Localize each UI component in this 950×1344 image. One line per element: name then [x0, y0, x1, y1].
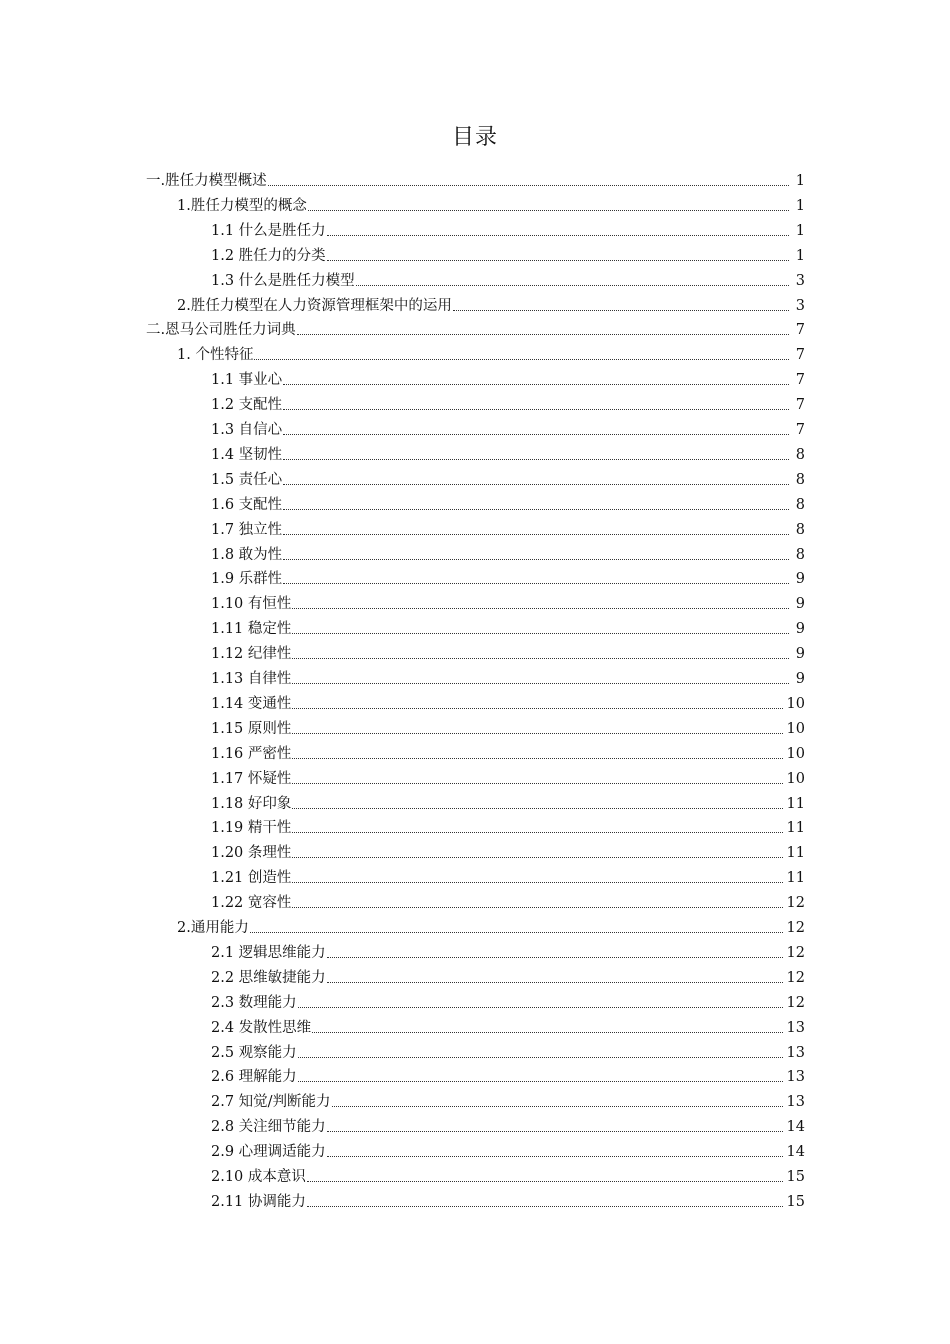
toc-entry[interactable]	[211, 1038, 805, 1062]
toc-entry-page-number: 8	[795, 447, 805, 463]
dot-leader	[356, 285, 789, 286]
toc-entry[interactable]	[211, 739, 805, 763]
dot-leader	[292, 783, 782, 784]
toc-entry[interactable]	[211, 465, 805, 489]
dot-leader	[292, 633, 789, 634]
toc-entry-page-number: 3	[795, 273, 805, 289]
toc-entry[interactable]	[211, 863, 805, 887]
toc-entry-title: 1.20 条理性	[211, 845, 292, 861]
toc-entry[interactable]	[177, 340, 805, 364]
dot-leader	[254, 359, 789, 360]
toc-entry-page-number: 10	[786, 771, 805, 787]
toc-entry-page-number: 14	[786, 1144, 805, 1160]
toc-entry[interactable]	[146, 315, 805, 339]
toc-entry[interactable]	[211, 1112, 805, 1136]
toc-entry[interactable]	[211, 515, 805, 539]
dot-leader	[292, 683, 789, 684]
toc-entry-page-number: 7	[795, 322, 805, 338]
dot-leader	[292, 658, 789, 659]
toc-entry[interactable]	[211, 1087, 805, 1111]
toc-entry[interactable]	[211, 963, 805, 987]
toc-entry-title: 1.9 乐群性	[211, 571, 283, 587]
toc-entry-page-number: 14	[786, 1119, 805, 1135]
toc-entry-page-number: 8	[795, 497, 805, 513]
toc-entry-title: 2.1 逻辑思维能力	[211, 945, 326, 961]
toc-entry-page-number: 1	[795, 223, 805, 239]
toc-entry-title: 1.10 有恒性	[211, 596, 292, 612]
toc-entry[interactable]	[211, 216, 805, 240]
toc-entry-title: 1.7 独立性	[211, 522, 283, 538]
toc-entry[interactable]	[211, 789, 805, 813]
toc-entry-page-number: 10	[786, 696, 805, 712]
toc-entry-page-number: 1	[795, 248, 805, 264]
toc-entry-title: 1.胜任力模型的概念	[177, 198, 307, 214]
toc-entry-title: 一.胜任力模型概述	[146, 173, 267, 189]
dot-leader	[292, 907, 782, 908]
toc-entry-page-number: 13	[786, 1069, 805, 1085]
dot-leader	[292, 882, 782, 883]
toc-entry-page-number: 8	[795, 522, 805, 538]
toc-entry-title: 1.17 怀疑性	[211, 771, 292, 787]
toc-entry[interactable]	[211, 988, 805, 1012]
toc-entry[interactable]	[211, 764, 805, 788]
dot-leader	[292, 608, 789, 609]
dot-leader	[292, 857, 782, 858]
dot-leader	[327, 235, 789, 236]
toc-entry[interactable]	[211, 888, 805, 912]
toc-entry-page-number: 13	[786, 1045, 805, 1061]
toc-entry-page-number: 7	[795, 347, 805, 363]
toc-entry-page-number: 10	[786, 746, 805, 762]
toc-entry-title: 2.7 知觉/判断能力	[211, 1094, 331, 1110]
toc-entry[interactable]	[211, 614, 805, 638]
toc-entry-title: 1.6 支配性	[211, 497, 283, 513]
toc-entry[interactable]	[177, 191, 805, 215]
toc-entry[interactable]	[211, 1013, 805, 1037]
toc-entry-page-number: 13	[786, 1020, 805, 1036]
page-title: 目录	[451, 125, 498, 150]
toc-entry[interactable]	[211, 639, 805, 663]
toc-entry-title: 1.2 支配性	[211, 397, 283, 413]
toc-entry-title: 2.4 发散性思维	[211, 1020, 312, 1036]
toc-entry[interactable]	[177, 913, 805, 937]
toc-entry-title: 1.8 敢为性	[211, 547, 283, 563]
toc-entry-page-number: 15	[786, 1194, 805, 1210]
toc-entry[interactable]	[211, 664, 805, 688]
toc-entry-page-number: 9	[795, 671, 805, 687]
toc-entry-title: 2.通用能力	[177, 920, 249, 936]
dot-leader	[327, 260, 789, 261]
toc-entry-title: 1.19 精干性	[211, 820, 292, 836]
toc-entry-title: 二.恩马公司胜任力词典	[146, 322, 296, 338]
toc-entry-page-number: 12	[786, 995, 805, 1011]
dot-leader	[312, 1032, 782, 1033]
toc-entry-title: 1.16 严密性	[211, 746, 292, 762]
toc-entry[interactable]	[211, 241, 805, 265]
toc-entry-page-number: 7	[795, 397, 805, 413]
toc-entry-title: 2.胜任力模型在人力资源管理框架中的运用	[177, 298, 452, 314]
toc-entry-title: 1.5 责任心	[211, 472, 283, 488]
toc-entry[interactable]	[211, 540, 805, 564]
dot-leader	[283, 459, 789, 460]
toc-entry[interactable]	[211, 415, 805, 439]
toc-entry-page-number: 1	[795, 173, 805, 189]
dot-leader	[292, 758, 782, 759]
dot-leader	[283, 583, 789, 584]
dot-leader	[327, 982, 783, 983]
toc-entry-page-number: 9	[795, 571, 805, 587]
dot-leader	[327, 1131, 783, 1132]
toc-entry-title: 1.18 好印象	[211, 796, 292, 812]
toc-entry-title: 1.2 胜任力的分类	[211, 248, 326, 264]
toc-entry-title: 2.8 关注细节能力	[211, 1119, 326, 1135]
dot-leader	[292, 808, 782, 809]
toc-entry-page-number: 9	[795, 646, 805, 662]
toc-entry-page-number: 8	[795, 472, 805, 488]
toc-entry-title: 1.13 自律性	[211, 671, 292, 687]
toc-entry[interactable]	[211, 266, 805, 290]
toc-entry-title: 1.3 什么是胜任力模型	[211, 273, 355, 289]
toc-entry-title: 1.11 稳定性	[211, 621, 292, 637]
dot-leader	[332, 1106, 783, 1107]
toc-entry[interactable]	[211, 838, 805, 862]
dot-leader	[453, 310, 789, 311]
dot-leader	[283, 509, 789, 510]
toc-entry-title: 2.6 理解能力	[211, 1069, 297, 1085]
toc-entry-title: 1.14 变通性	[211, 696, 292, 712]
dot-leader	[283, 559, 789, 560]
toc-entry-page-number: 3	[795, 298, 805, 314]
dot-leader	[250, 932, 783, 933]
toc-entry-page-number: 12	[786, 895, 805, 911]
dot-leader	[298, 1007, 783, 1008]
dot-leader	[283, 434, 789, 435]
toc-entry-page-number: 9	[795, 621, 805, 637]
dot-leader	[268, 185, 789, 186]
dot-leader	[297, 334, 789, 335]
toc-entry-title: 1.12 纪律性	[211, 646, 292, 662]
dot-leader	[292, 708, 782, 709]
toc-entry-page-number: 15	[786, 1169, 805, 1185]
toc-entry-title: 1.3 自信心	[211, 422, 283, 438]
toc-entry-page-number: 1	[795, 198, 805, 214]
toc-entry-page-number: 12	[786, 945, 805, 961]
toc-entry[interactable]	[211, 440, 805, 464]
toc-entry-title: 2.2 思维敏捷能力	[211, 970, 326, 986]
toc-entry[interactable]	[211, 1137, 805, 1161]
dot-leader	[307, 1181, 783, 1182]
toc-entry-page-number: 11	[786, 796, 805, 812]
toc-entry-title: 2.10 成本意识	[211, 1169, 306, 1185]
toc-entry[interactable]	[211, 490, 805, 514]
dot-leader	[283, 384, 789, 385]
dot-leader	[292, 832, 782, 833]
toc-entry-title: 1. 个性特征	[177, 347, 254, 363]
toc-entry[interactable]	[211, 938, 805, 962]
toc-entry[interactable]	[211, 365, 805, 389]
dot-leader	[298, 1057, 783, 1058]
toc-entry-page-number: 12	[786, 970, 805, 986]
dot-leader	[327, 957, 783, 958]
toc-entry-page-number: 9	[795, 596, 805, 612]
toc-entry[interactable]	[211, 1162, 805, 1186]
dot-leader	[283, 409, 789, 410]
toc-entry-title: 1.4 坚韧性	[211, 447, 283, 463]
dot-leader	[327, 1156, 783, 1157]
toc-entry-title: 2.3 数理能力	[211, 995, 297, 1011]
toc-entry-title: 1.21 创造性	[211, 870, 292, 886]
dot-leader	[283, 534, 789, 535]
toc-entry-title: 1.1 什么是胜任力	[211, 223, 326, 239]
toc-entry-page-number: 11	[786, 820, 805, 836]
toc-entry-page-number: 12	[786, 920, 805, 936]
toc-entry-page-number: 11	[786, 845, 805, 861]
dot-leader	[307, 1206, 783, 1207]
toc-entry-page-number: 8	[795, 547, 805, 563]
toc-entry-title: 1.22 宽容性	[211, 895, 292, 911]
dot-leader	[292, 733, 782, 734]
toc-entry-page-number: 13	[786, 1094, 805, 1110]
toc-entry[interactable]	[177, 291, 805, 315]
toc-entry-title: 1.1 事业心	[211, 372, 283, 388]
toc-entry-page-number: 7	[795, 372, 805, 388]
toc-entry[interactable]	[211, 689, 805, 713]
toc-entry-page-number: 11	[786, 870, 805, 886]
toc-entry-title: 2.5 观察能力	[211, 1045, 297, 1061]
toc-entry[interactable]	[146, 166, 805, 190]
toc-entry[interactable]	[211, 1187, 805, 1211]
toc-entry[interactable]	[211, 589, 805, 613]
toc-entry-title: 1.15 原则性	[211, 721, 292, 737]
dot-leader	[308, 210, 789, 211]
toc-entry[interactable]	[211, 714, 805, 738]
dot-leader	[298, 1081, 783, 1082]
toc-entry-page-number: 10	[786, 721, 805, 737]
toc-entry[interactable]	[211, 564, 805, 588]
toc-entry-title: 2.11 协调能力	[211, 1194, 306, 1210]
toc-entry-page-number: 7	[795, 422, 805, 438]
toc-entry[interactable]	[211, 390, 805, 414]
dot-leader	[283, 484, 789, 485]
toc-entry[interactable]	[211, 813, 805, 837]
toc-entry[interactable]	[211, 1062, 805, 1086]
toc-entry-title: 2.9 心理调适能力	[211, 1144, 326, 1160]
